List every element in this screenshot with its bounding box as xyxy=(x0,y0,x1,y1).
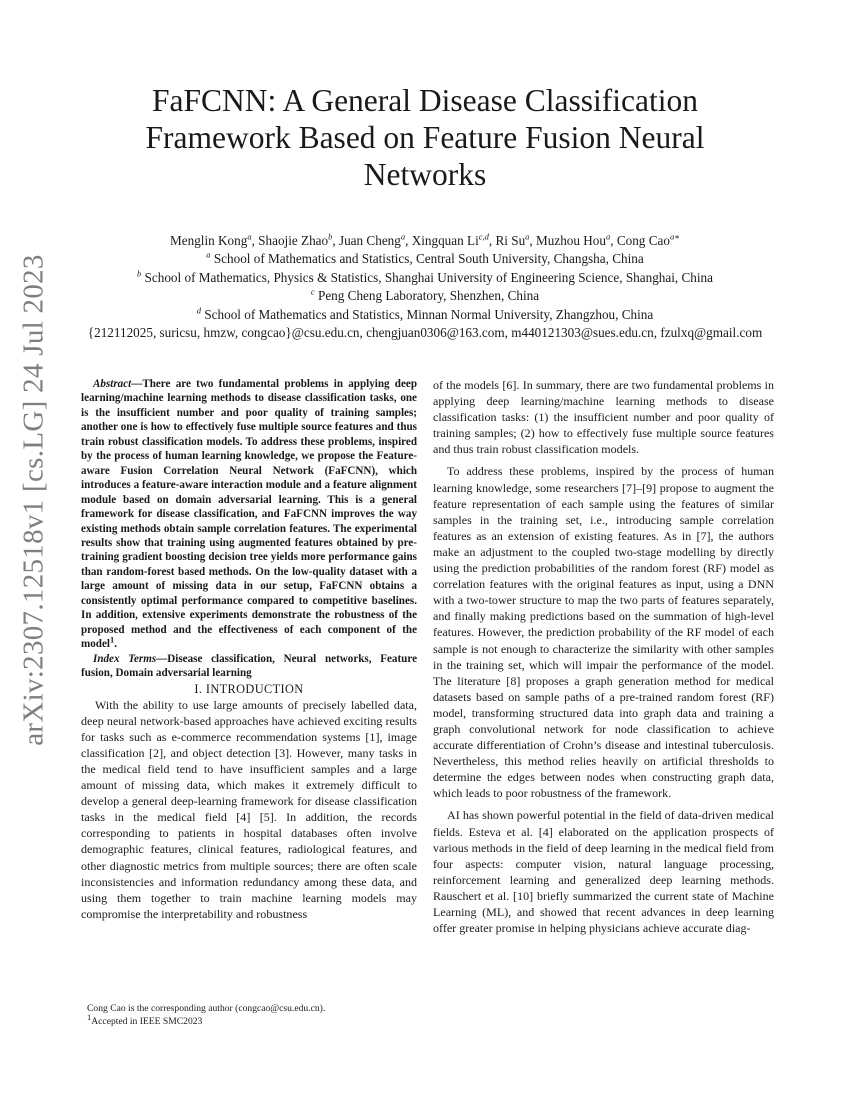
footnotes xyxy=(81,1002,421,1028)
index-terms xyxy=(81,652,417,681)
right-column xyxy=(433,377,774,936)
abstract: Abstract—There are two fundamental problems in applying deep learning/machine learning methods to disease classification tasks, one is the insufficient number and poor quality of training samples; another one is how to effectively fuse multiple source features and thus train robust classification models. To address these problems, inspired by the process of human learning knowledge, we propose the Feature-aware Fusion Correlation Neural Network (FaFCNN), which introduces a feature-aware interaction module and a feature alignment module based on domain adversarial learning. This is a general framework for disease classification, and FaFCNN improves the way existing methods obtain sample correlation features. The experimental results show that training using augmented features obtained by pre-training gradient boosting decision tree yields more performance gains than random-forest based methods. On the low-quality dataset with a large amount of missing data in our setup, FaFCNN obtains a consistently optimal performance compared to competitive baselines. In addition, extensive experiments demonstrate the robustness of the proposed method and the effectiveness of each component of the model$^1$. xyxy=(81,378,417,651)
author-name: Juan Cheng xyxy=(338,233,401,248)
index-terms-text: —Disease classification, Neural networks, Feature fusion, Domain adversarial learning xyxy=(81,652,417,680)
footnote-corresponding: Cong Cao is the corresponding author (congcao@csu.edu.cn). xyxy=(87,1003,326,1014)
affiliation-c xyxy=(60,287,790,305)
section-heading-introduction: I. INTRODUCTION xyxy=(194,681,304,696)
footnote-ref: 1 xyxy=(109,634,115,645)
abstract-text: —There are two fundamental problems in applying deep learning/machine learning methods to disease classification tasks, one is the insufficient number and poor quality of training samples; another one is how to effectively fuse multiple source features and thus train robust classification models. To address these problems, inspired by the process of human learning knowledge, we propose the Feature-aware Fusion Correlation Neural Network (FaFCNN), which introduces a feature-aware interaction module and a feature alignment module based on domain adversarial learning. This is a general framework for disease classification, and FaFCNN improves the way existing methods obtain sample correlation features. The experimental results show that training using augmented features obtained by pre-training gradient boosting decision tree yields more performance gains than random-forest based methods. On the low-quality dataset with a large amount of missing data in our setup, FaFCNN obtains a consistently optimal performance compared to competitive baselines. In addition, extensive experiments demonstrate the robustness of the proposed method and the effectiveness of each component of the model xyxy=(81,378,417,651)
title-line-1: FaFCNN: A General Disease Classification xyxy=(152,83,698,118)
affiliation-a xyxy=(60,250,790,268)
title-line-3: Networks xyxy=(363,157,487,192)
author-affil-mark: a xyxy=(605,231,611,242)
author-affil-mark: c,d xyxy=(478,231,489,242)
arxiv-id: arXiv:2307.12518v1 [cs.LG] 24 Jul 2023 xyxy=(17,254,50,746)
author-name: Muzhou Hou xyxy=(536,233,606,248)
author-affil-mark: a xyxy=(247,231,252,242)
intro-paragraph-2: of the models [6]. In summary, there are two fundamental problems in applying deep learning/machine learning methods to disease classification tasks: (1) the insufficient number and poor quality of training samples; (2) how to effectively fuse multiple source features and thus train robust classification models. xyxy=(433,378,774,457)
author-affil-mark: a xyxy=(525,231,530,242)
intro-paragraph-4: AI has shown powerful potential in the field of data-driven medical fields. Esteva et al. [4] elaborated on the application prospects of various methods in the field of deep learning in the medical field from four aspects: computer vision, natural language processing, reinforcement learning and generalized deep learning methods. Rauschert et al. [10] briefly summarized the current state of Machine Learning (ML), and showed that recent advances in deep learning offer greater promise in helping physicians achieve accurate diag- xyxy=(433,808,774,936)
footnote-mark: 1 xyxy=(87,1011,92,1022)
affiliation-d xyxy=(60,306,790,324)
affiliation-text: School of Mathematics and Statistics, Central South University, Changsha, China xyxy=(213,251,644,267)
left-column xyxy=(81,377,417,922)
affiliation-text: School of Mathematics and Statistics, Minnan Normal University, Zhangzhou, China xyxy=(204,306,654,322)
author-emails: {212112025, suricsu, hmzw, congcao}@csu.edu.cn, chengjuan0306@163.com, m440121303@sues.edu.cn, fzulxq@gmail.com xyxy=(87,325,763,341)
footnote-1 xyxy=(81,1011,421,1028)
affil-mark: c xyxy=(310,286,315,297)
affil-mark: a xyxy=(206,250,211,261)
abstract-label: Abstract xyxy=(93,378,132,390)
author-affil-mark: a∗ xyxy=(669,231,680,242)
affiliation-text: School of Mathematics, Physics & Statistics, Shanghai University of Engineering Science, Shanghai, China xyxy=(144,269,713,285)
index-terms-label: Index Terms xyxy=(93,652,157,665)
affiliation-text: Peng Cheng Laboratory, Shenzhen, China xyxy=(317,288,540,304)
arxiv-watermark xyxy=(12,254,56,746)
author-list: Menglin Kong$^a$, Shaojie Zhao$^b$, Juan Cheng$^a$, Xingquan Li$^{c,d}$, Ri Su$^a$, Muzhou Hou$^a$, Cong Cao$^{a∗}$ xyxy=(170,231,680,248)
author-name: Cong Cao xyxy=(616,233,670,248)
author-affil-mark: a xyxy=(400,231,406,242)
affil-mark: b xyxy=(137,268,142,279)
author-block xyxy=(60,232,790,342)
footnote-1-text: Accepted in IEEE SMC2023 xyxy=(91,1016,203,1027)
author-name: Shaojie Zhao xyxy=(258,233,329,248)
author-name: Ri Su xyxy=(495,233,526,248)
intro-paragraph-3: To address these problems, inspired by the process of human learning knowledge, some researchers [7]–[9] propose to augment the feature representation of each sample using the features of similar samples in the training set, i.e., introducing sample correlation features as an extension of existing features. As in [7], the authors make an adjustment to the coupled two-stage modelling by directly using the prediction probabilities of the random forest (RF) model as correlation features with the original features as input, using a DNN with a two-tower structure to map the two parts of features separately, and finally making predictions based on the summation of high-level features. However, the prediction probability of the RF model of each sample is not enough to characterize the similarity with other samples in the training set, which will impair the performance of the model. The literature [8] proposes a graph generation method for medical datasets based on sample paths of a pre-trained random forest (RF) model, transforming structured data into graph data and training a graph convolutional network for node classification to achieve accurate differentiation of Crohn’s disease and intestinal tuberculosis. Nevertheless, this method relies heavily on artificial thresholds to determine the edges between nodes when constructing graph data, which leads to poor robustness of the framework. xyxy=(433,464,774,801)
author-name: Menglin Kong xyxy=(170,233,248,248)
affil-mark: d xyxy=(196,305,202,316)
author-affil-mark: b xyxy=(328,231,333,242)
author-name: Xingquan Li xyxy=(411,233,479,248)
title-line-2: Framework Based on Feature Fusion Neural xyxy=(145,120,705,155)
affiliation-b xyxy=(60,269,790,287)
paper-title xyxy=(75,82,775,193)
intro-paragraph-1: With the ability to use large amounts of precisely labelled data, deep neural network-based approaches have achieved exciting results for tasks such as e-commerce recommendation systems [1], image classification [2], and object detection [3]. However, many tasks in the medical field tend to have insufficient samples and a large amount of missing data, which makes it extremely difficult to develop a general deep-learning framework for disease classification tasks in the medical field [4] [5]. In addition, the records corresponding to patients in hospital databases often involve demographic features, clinical features, radiological features, and other diagnostic metrics from multiple sources; there are often scale inconsistencies and information redundancy among these data, and using them together to train machine learning models may compromise the interpretability and robustness xyxy=(81,697,417,921)
